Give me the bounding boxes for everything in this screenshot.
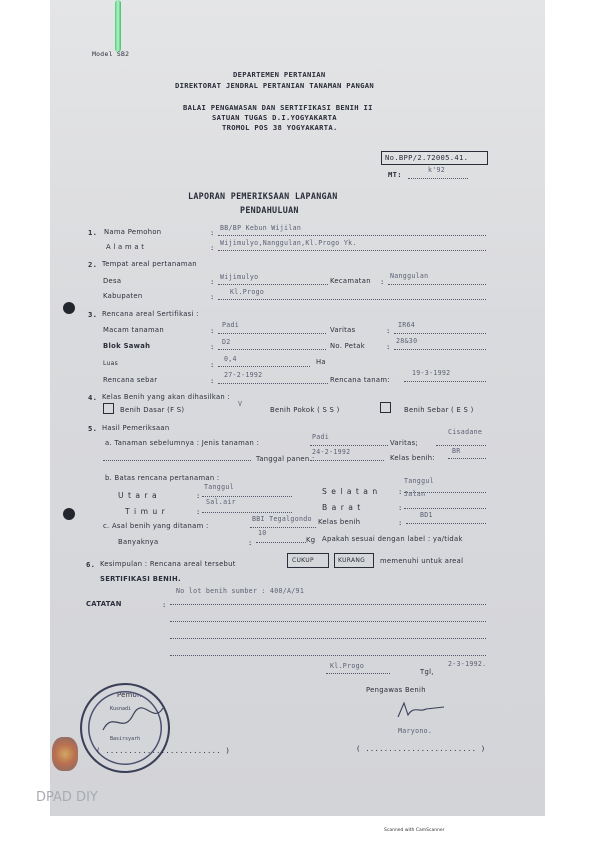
s5-c-label: c. Asal benih yang ditanam : (103, 522, 209, 530)
s3-sebar-value: 27-2-1992 (224, 371, 263, 379)
reference-number: No.BPP/2.72005.41. (385, 153, 469, 162)
sign-pengawas-name: Maryono. (398, 727, 433, 735)
s3-petak-label: No. Petak (330, 342, 365, 350)
s6-tail: memenuhi untuk areal (380, 557, 464, 565)
s5-a-jenis: Padi (312, 433, 330, 441)
sign-tgl-label: Tgl, (420, 668, 434, 676)
s3-tanam-value: 19-3-1992 (412, 369, 451, 377)
punch-hole (63, 302, 75, 314)
s5-timur-label: T i m u r (125, 507, 166, 516)
report-subtitle: PENDAHULUAN (240, 205, 299, 215)
balai-title: BALAI PENGAWASAN DAN SERTIFIKASI BENIH II (183, 103, 373, 112)
report-title: LAPORAN PEMERIKSAAN LAPANGAN (188, 191, 338, 201)
s6-number: 6. (86, 560, 96, 569)
dept-title: DEPARTEMEN PERTANIAN (233, 70, 326, 79)
s6-kurang: KURANG (338, 557, 366, 564)
s5-label: Hasil Pemeriksaan (102, 424, 170, 432)
s6-label: Kesimpulan : Rencana areal tersebut (100, 560, 236, 568)
s3-tanam-label: Rencana tanam: (330, 376, 390, 384)
s5-kg: Kg (306, 536, 316, 544)
s1-nama-value: BB/BP Kebun Wijilan (220, 224, 302, 232)
sign-bracket-right: ( ........................ ) (356, 744, 486, 753)
s4-label: Kelas Benih yang akan dihasilkan : (102, 393, 231, 401)
s3-macam-value: Padi (222, 321, 240, 329)
s3-macam-label: Macam tanaman (103, 326, 165, 334)
s5-c-asal: BBI Tegalgondo (252, 515, 312, 523)
paper-clip (115, 0, 121, 52)
sign-bracket-left: ( ......................... ) (96, 746, 231, 755)
satuan-title: SATUAN TUGAS D.I.YOGYAKARTA (212, 113, 337, 122)
s2-desa-label: Desa (103, 277, 122, 285)
s5-a-panen: 24-2-1992 (312, 448, 351, 456)
s2-kec-label: Kecamatan (330, 277, 371, 285)
s4-opt3: Benih Sebar ( E S ) (404, 406, 474, 414)
s1-alamat-value: Wijimulyo,Nanggulan,Kl.Progo Yk. (220, 239, 357, 247)
s5-utara-label: U t a r a (118, 491, 158, 500)
mt-label: MT: (388, 170, 402, 179)
s4-mark: V (238, 400, 243, 408)
s3-ha: Ha (316, 358, 326, 366)
s5-number: 5. (88, 424, 98, 433)
s3-luas-value: 0,4 (224, 355, 237, 363)
checkbox-benih-sebar (380, 402, 391, 413)
s6-line2: SERTIFIKASI BENIH. (100, 575, 181, 583)
s5-a-kelas-label: Kelas benih: (390, 454, 435, 462)
s2-kec-value: Nanggulan (390, 272, 429, 280)
s3-blok-label: Blok Sawah (103, 342, 151, 350)
s4-number: 4. (88, 393, 98, 402)
s5-b-label: b. Batas rencana pertanaman : (105, 474, 220, 482)
s5-banyak: 10 (258, 529, 267, 537)
s5-a-kelas: BR (452, 447, 461, 455)
catatan-label: CATATAN (86, 600, 122, 608)
applicant-signature (98, 700, 168, 740)
catatan-note: No lot benih sumber : 400/A/91 (176, 587, 305, 595)
s3-luas-label: Luas (103, 360, 119, 367)
directorate-title: DIREKTORAT JENDRAL PERTANIAN TANAMAN PANGAN (175, 81, 374, 90)
s1-alamat-label: A l a m a t (106, 243, 145, 251)
s3-petak-value: 28&30 (396, 337, 418, 345)
s3-blok-value: D2 (222, 338, 231, 346)
s4-opt2: Benih Pokok ( S S ) (270, 406, 340, 414)
punch-hole (63, 508, 75, 520)
inspector-signature (390, 695, 450, 725)
sign-tgl-value: 2-3-1992. (448, 660, 487, 668)
s5-selatan-label: S e l a t a n (322, 487, 379, 496)
s2-kab-value: Kl.Progo (230, 288, 265, 296)
scanner-footer: Scanned with CamScanner (384, 828, 445, 833)
s3-varitas-value: IR64 (398, 321, 416, 329)
s5-a-panen-label: Tanggal panen : (256, 455, 315, 463)
s5-c-kelas-label: Kelas benih (318, 518, 361, 526)
s2-number: 2. (88, 260, 98, 269)
stamp-name: Kusnadi (110, 706, 132, 712)
s4-opt1: Benih Dasar (F S) (120, 406, 185, 414)
model-label: Model SB2 (92, 50, 130, 58)
s5-a-varitas: Cisadane (448, 428, 483, 436)
s5-a-varitas-label: Varitas; (390, 439, 419, 447)
mt-value: k'92 (428, 166, 446, 174)
s5-a-label: a. Tanaman sebelumnya : Jenis tanaman : (105, 439, 260, 447)
s5-banyak-label: Banyaknya (118, 538, 159, 546)
stamp-position: Basirsyarh (110, 736, 141, 742)
s3-number: 3. (88, 310, 98, 319)
s1-nama-label: Nama Pemohon (104, 228, 162, 236)
s1-number: 1. (88, 228, 98, 237)
checkbox-benih-dasar (103, 403, 114, 414)
sign-pengawas: Pengawas Benih (366, 686, 426, 694)
sign-pemohon: Pemohon (117, 691, 151, 699)
s5-timur: Sal.air (206, 498, 236, 506)
s3-label: Rencana areal Sertifikasi : (102, 310, 199, 318)
s5-barat-label: B a r a t (322, 503, 362, 512)
s3-sebar-label: Rencana sebar (103, 376, 158, 384)
s3-varitas-label: Varitas (330, 326, 356, 334)
s2-label: Tempat areal pertanaman (102, 260, 197, 268)
s5-c-kelas: BD1 (420, 511, 433, 519)
s5-utara: Tanggul (204, 483, 234, 491)
watermark: DPAD DIY (36, 790, 98, 805)
s5-barat: Jalan (404, 490, 426, 498)
s5-apakah: Apakah sesuai dengan label : ya/tidak (322, 535, 463, 543)
s2-kab-label: Kabupaten (103, 292, 143, 300)
seal-emblem (52, 737, 78, 771)
sign-place: Kl.Progo (330, 662, 365, 670)
trompol-title: TROMOL POS 38 YOGYAKARTA. (222, 123, 338, 132)
s2-desa-value: Wijimulyo (220, 273, 259, 281)
s5-selatan: Tanggul (404, 477, 434, 485)
s6-cukup: CUKUP (292, 557, 314, 564)
